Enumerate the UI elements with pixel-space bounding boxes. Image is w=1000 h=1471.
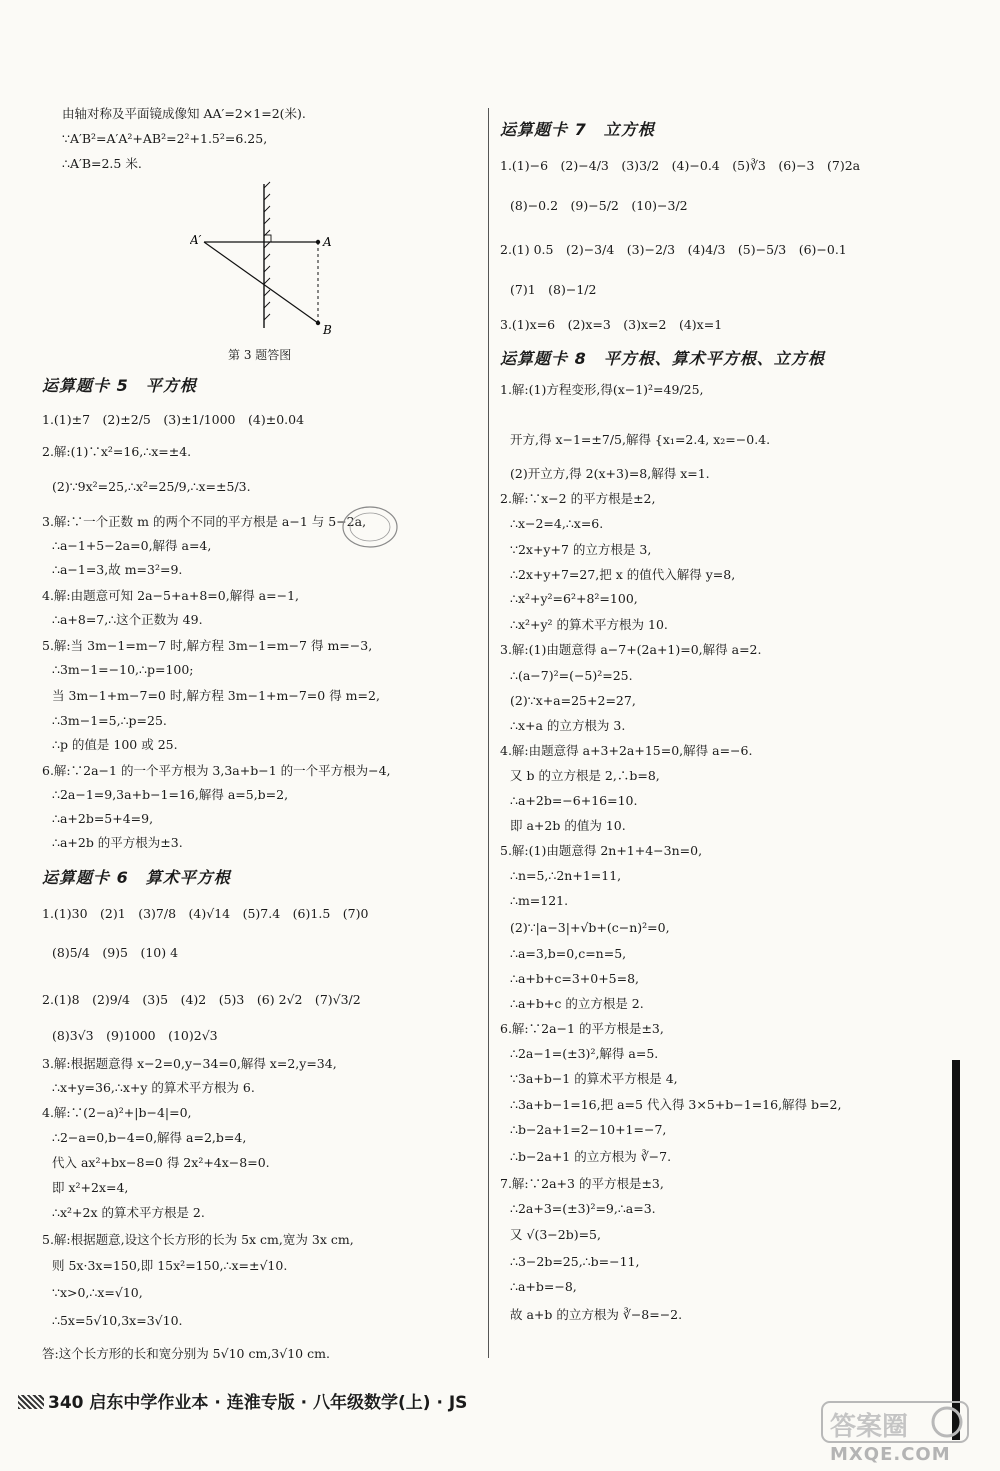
card5-line: ∴a−1+5−2a=0,解得 a=4, (52, 538, 212, 553)
card6-line: ∴2−a=0,b−4=0,解得 a=2,b=4, (52, 1130, 247, 1145)
card8-line: ∴a+b=−8, (510, 1279, 577, 1294)
card8-line: ∴x+a 的立方根为 3. (510, 718, 626, 733)
card7-line: (7)1 (8)−1/2 (510, 282, 597, 297)
card6-line: (8)5/4 (9)5 (10) 4 (52, 945, 179, 960)
card8-line: 即 a+2b 的值为 10. (510, 818, 626, 833)
card8-line: 7.解:∵2a+3 的平方根是±3, (500, 1176, 664, 1191)
card6-line: 1.(1)30 (2)1 (3)7/8 (4)√14 (5)7.4 (6)1.5 (7)0 (42, 906, 369, 921)
figure-caption: 第 3 题答图 (228, 348, 292, 362)
label-a: A (323, 235, 332, 249)
card8-line: ∴a+2b=−6+16=10. (510, 793, 638, 808)
intro-line: 由轴对称及平面镜成像知 AA′=2×1=2(米). (62, 106, 306, 121)
card7-line: 3.(1)x=6 (2)x=3 (3)x=2 (4)x=1 (500, 317, 723, 332)
card5-line: ∴3m−1=5,∴p=25. (52, 713, 167, 728)
card8-line: (2)开立方,得 2(x+3)=8,解得 x=1. (510, 466, 710, 481)
card5-line: ∴p 的值是 100 或 25. (52, 737, 178, 752)
card8-line: ∴a=3,b=0,c=n=5, (510, 946, 627, 961)
card8-line: ∵2x+y+7 的立方根是 3, (510, 542, 652, 557)
card6-line: (8)3√3 (9)1000 (10)2√3 (52, 1028, 218, 1043)
card6-line: ∴x+y=36,∴x+y 的算术平方根为 6. (52, 1080, 255, 1095)
card8-line: ∴a+b+c=3+0+5=8, (510, 971, 640, 986)
page-edge-bar (952, 1060, 960, 1440)
card7-line: 1.(1)−6 (2)−4/3 (3)3/2 (4)−0.4 (5)∛3 (6)−3 (7)2a (500, 158, 861, 173)
card8-line: 6.解:∵2a−1 的平方根是±3, (500, 1021, 664, 1036)
card8-line: ∴x²+y²=6²+8²=100, (510, 591, 638, 606)
page-footer (18, 1388, 467, 1413)
card8-line: ∴a+b+c 的立方根是 2. (510, 996, 644, 1011)
page-number: 340 (48, 1393, 84, 1413)
card5-line: 当 3m−1+m−7=0 时,解方程 3m−1+m−7=0 得 m=2, (52, 688, 380, 703)
card8-line: 故 a+b 的立方根为 ∛−8=−2. (510, 1307, 683, 1322)
card8-line: 1.解:(1)方程变形,得(x−1)²=49/25, (500, 382, 704, 397)
intro-line: ∵A′B²=A′A²+AB²=2²+1.5²=6.25, (62, 131, 268, 146)
card5-line: 4.解:由题意可知 2a−5+a+8=0,解得 a=−1, (42, 588, 299, 603)
card5-line: 2.解:(1)∵x²=16,∴x=±4. (42, 444, 192, 459)
card6-line: 即 x²+2x=4, (52, 1180, 129, 1195)
card5-line: ∴a−1=3,故 m=3²=9. (52, 562, 183, 577)
card8-line: 5.解:(1)由题意得 2n+1+4−3n=0, (500, 843, 703, 858)
watermark-url: MXQE.COM (830, 1444, 951, 1465)
column-divider (488, 108, 489, 1358)
label-a-prime: A′ (190, 233, 202, 247)
card8-line: ∴3−2b=25,∴b=−11, (510, 1254, 640, 1269)
label-b: B (323, 323, 332, 337)
card6-line: 答:这个长方形的长和宽分别为 5√10 cm,3√10 cm. (42, 1346, 330, 1361)
card8-line: ∴(a−7)²=(−5)²=25. (510, 668, 633, 683)
card5-line: ∴2a−1=9,3a+b−1=16,解得 a=5,b=2, (52, 787, 289, 802)
card7-title: 运算题卡 7 立方根 (500, 120, 655, 139)
card6-line: ∴5x=5√10,3x=3√10. (52, 1313, 183, 1328)
card6-title: 运算题卡 6 算术平方根 (42, 868, 231, 887)
card8-line: 开方,得 x−1=±7/5,解得 {x₁=2.4, x₂=−0.4. (510, 432, 771, 447)
card5-line: 6.解:∵2a−1 的一个平方根为 3,3a+b−1 的一个平方根为−4, (42, 763, 391, 778)
card5-line: 1.(1)±7 (2)±2/5 (3)±1/1000 (4)±0.04 (42, 412, 305, 427)
intro-line: ∴A′B=2.5 米. (62, 156, 142, 171)
card8-line: 2.解:∵x−2 的平方根是±2, (500, 491, 656, 506)
card8-line: ∴x−2=4,∴x=6. (510, 516, 604, 531)
footer-stripe-icon (18, 1395, 44, 1409)
card6-line: 4.解:∵(2−a)²+|b−4|=0, (42, 1105, 192, 1120)
card8-line: ∴2a+3=(±3)²=9,∴a=3. (510, 1201, 656, 1216)
card8-line: ∴2x+y+7=27,把 x 的值代入解得 y=8, (510, 567, 736, 582)
card5-title: 运算题卡 5 平方根 (42, 376, 197, 395)
card6-line: 2.(1)8 (2)9/4 (3)5 (4)2 (5)3 (6) 2√2 (7)√3/2 (42, 992, 361, 1007)
card6-line: ∵x>0,∴x=√10, (52, 1285, 143, 1300)
card7-line: (8)−0.2 (9)−5/2 (10)−3/2 (510, 198, 688, 213)
card8-line: ∴b−2a+1 的立方根为 ∛−7. (510, 1149, 672, 1164)
card6-line: 代入 ax²+bx−8=0 得 2x²+4x−8=0. (52, 1155, 270, 1170)
mirror-diagram (190, 178, 360, 348)
card7-line: 2.(1) 0.5 (2)−3/4 (3)−2/3 (4)4/3 (5)−5/3 (6)−0.1 (500, 242, 847, 257)
card8-line: 4.解:由题意得 a+3+2a+15=0,解得 a=−6. (500, 743, 753, 758)
card6-line: 则 5x·3x=150,即 15x²=150,∴x=±√10. (52, 1258, 288, 1273)
card5-line: ∴3m−1=−10,∴p=100; (52, 662, 194, 677)
card8-line: 又 b 的立方根是 2,∴b=8, (510, 768, 660, 783)
stamp-mark (340, 503, 400, 555)
card8-line: 又 √(3−2b)=5, (510, 1227, 601, 1242)
card8-line: ∴n=5,∴2n+1=11, (510, 868, 622, 883)
card5-line: ∴a+2b=5+4=9, (52, 811, 154, 826)
card8-line: ∴3a+b−1=16,把 a=5 代入得 3×5+b−1=16,解得 b=2, (510, 1097, 842, 1112)
card8-line: ∴b−2a+1=2−10+1=−7, (510, 1122, 667, 1137)
card8-line: ∴2a−1=(±3)²,解得 a=5. (510, 1046, 659, 1061)
card8-line: ∴x²+y² 的算术平方根为 10. (510, 617, 668, 632)
card5-line: ∴a+2b 的平方根为±3. (52, 835, 183, 850)
card6-line: 3.解:根据题意得 x−2=0,y−34=0,解得 x=2,y=34, (42, 1056, 337, 1071)
watermark-logo-text: 答案圈 (830, 1412, 909, 1442)
card5-line: 5.解:当 3m−1=m−7 时,解方程 3m−1=m−7 得 m=−3, (42, 638, 373, 653)
card5-line: (2)∵9x²=25,∴x²=25/9,∴x=±5/3. (52, 479, 251, 494)
card8-line: ∵3a+b−1 的算术平方根是 4, (510, 1071, 678, 1086)
card8-line: ∴m=121. (510, 893, 569, 908)
card5-line: 3.解:∵一个正数 m 的两个不同的平方根是 a−1 与 5−2a, (42, 514, 367, 529)
card8-title: 运算题卡 8 平方根、算术平方根、立方根 (500, 349, 825, 368)
card8-line: 3.解:(1)由题意得 a−7+(2a+1)=0,解得 a=2. (500, 642, 762, 657)
card6-line: ∴x²+2x 的算术平方根是 2. (52, 1205, 205, 1220)
book-title: 启东中学作业本 · 连淮专版 · 八年级数学(上) · JS (89, 1393, 468, 1413)
card5-line: ∴a+8=7,∴这个正数为 49. (52, 612, 203, 627)
card8-line: (2)∵|a−3|+√b+(c−n)²=0, (510, 920, 670, 935)
watermark-logo (820, 1400, 970, 1470)
card6-line: 5.解:根据题意,设这个长方形的长为 5x cm,宽为 3x cm, (42, 1232, 354, 1247)
card8-line: (2)∵x+a=25+2=27, (510, 693, 636, 708)
